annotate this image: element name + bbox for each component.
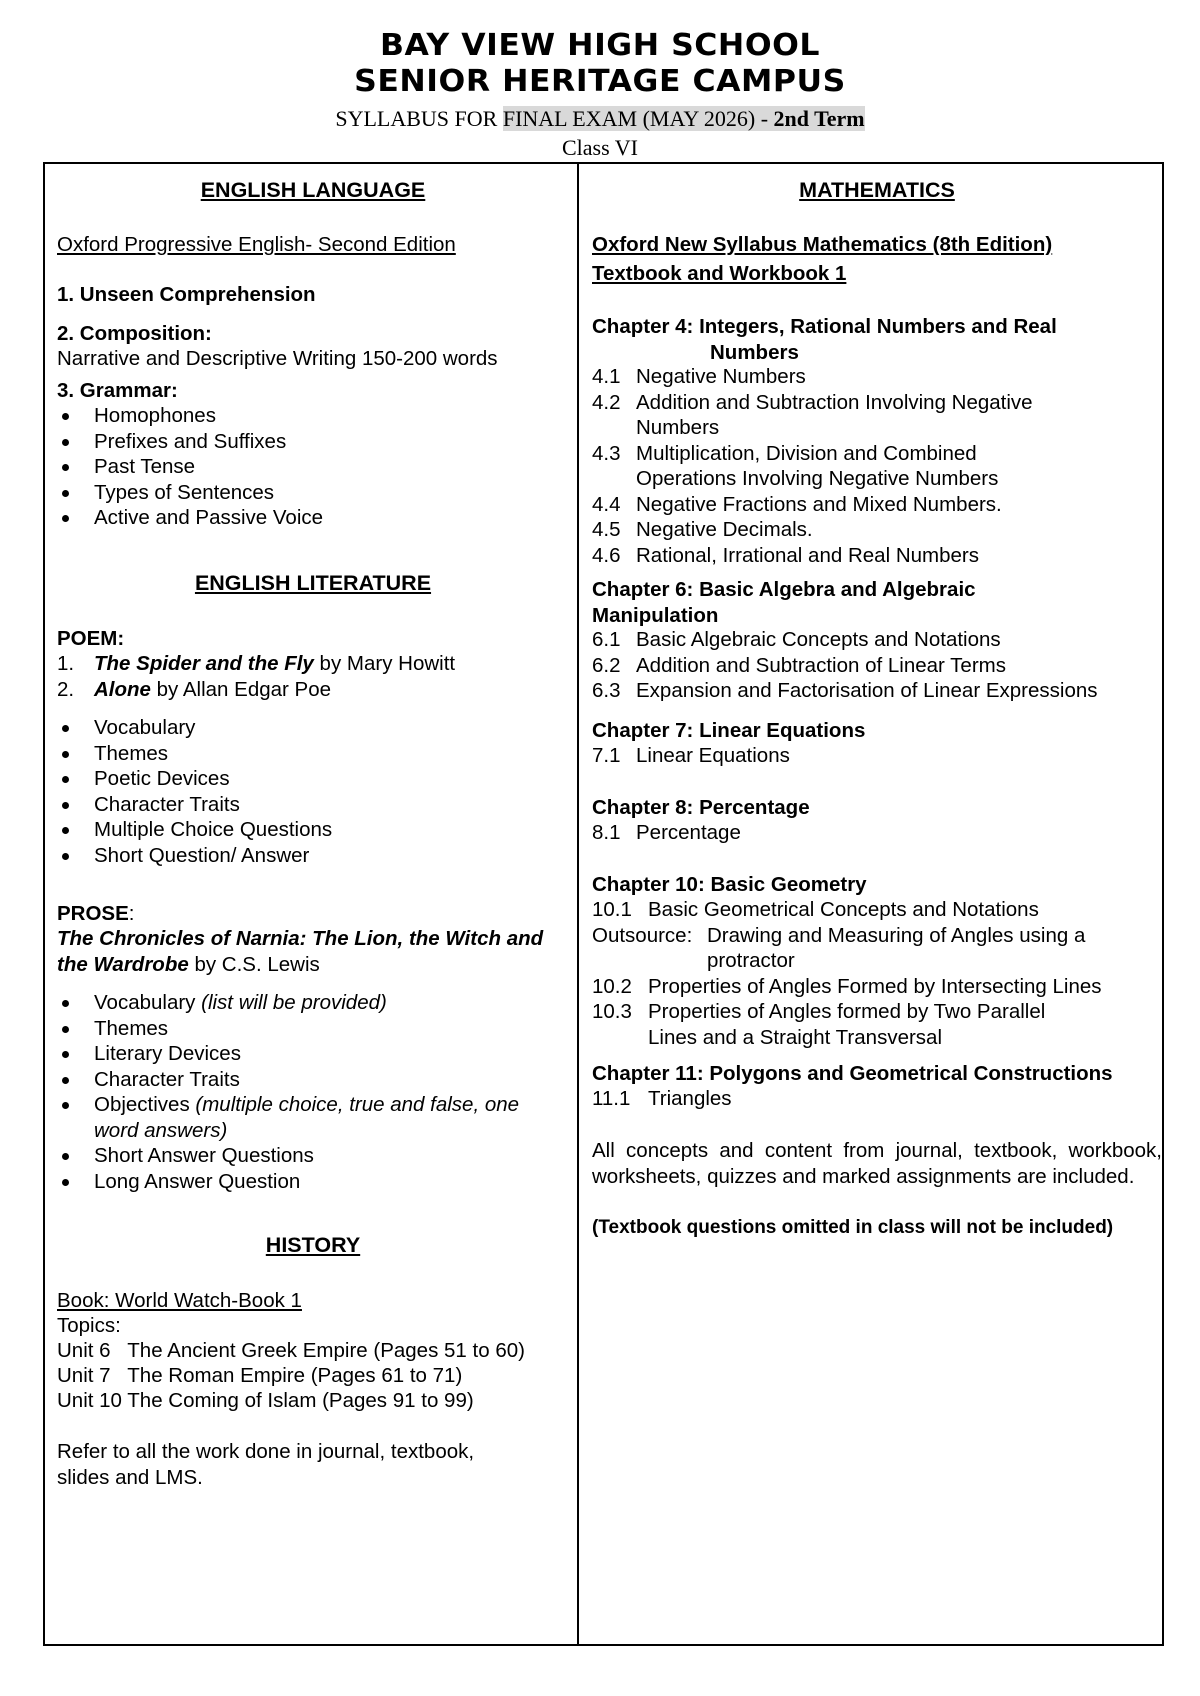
school-name: BAY VIEW HIGH SCHOOL	[379, 28, 821, 63]
poem-label: POEM:	[57, 627, 125, 650]
list-item: 6.3 Expansion and Factorisation of Linear Expressions	[592, 679, 1098, 702]
list-item: Poetic Devices	[57, 766, 569, 792]
chapter-8-topics	[592, 820, 1162, 846]
prose-title: The Chronicles of Narnia: The Lion, the Witch and the Wardrobe	[57, 927, 544, 976]
chapter-7-title: Chapter 7: Linear Equations	[592, 719, 866, 742]
list-item: 2. Alone by Allan Edgar Poe	[57, 677, 332, 701]
poem-title: Alone	[94, 677, 151, 701]
chapter-10-topics	[592, 897, 1162, 1050]
list-item: Vocabulary (list will be provided)	[57, 990, 569, 1016]
list-item: 6.1 Basic Algebraic Concepts and Notations	[592, 628, 1001, 651]
history-unit: Unit 6 The Ancient Greek Empire (Pages 51 to 60)	[57, 1339, 525, 1362]
syllabus-prefix: SYLLABUS FOR	[335, 106, 503, 131]
list-item: 10.2 Properties of Angles Formed by Intersecting Lines	[592, 974, 1102, 998]
syllabus-table	[43, 162, 1164, 1646]
class-label: Class VI	[562, 135, 638, 160]
list-item: 7.1 Linear Equations	[592, 744, 790, 767]
list-item: 4.4 Negative Fractions and Mixed Numbers.	[592, 492, 1002, 516]
english-item-comprehension: 1. Unseen Comprehension	[57, 283, 316, 306]
list-item: Homophones	[57, 403, 569, 429]
list-item: Character Traits	[57, 792, 569, 818]
list-item: Character Traits	[57, 1067, 569, 1093]
prose-label: PROSE:	[57, 902, 135, 925]
list-item: Past Tense	[57, 454, 569, 480]
math-omit-note: (Textbook questions omitted in class will not be included)	[592, 1217, 1114, 1238]
chapter-4-topics	[592, 364, 1162, 568]
math-book-line1: Oxford New Syllabus Mathematics (8th Edition)	[592, 233, 1053, 256]
english-item-composition: 2. Composition:	[57, 322, 212, 345]
list-item: 4.5 Negative Decimals.	[592, 518, 813, 541]
english-item-grammar: 3. Grammar:	[57, 379, 178, 402]
document-header	[0, 28, 1200, 162]
left-column	[57, 164, 569, 1644]
list-item: 8.1 Percentage	[592, 821, 741, 844]
chapter-8-title: Chapter 8: Percentage	[592, 796, 810, 819]
poem-list	[57, 651, 569, 702]
chapter-6-topics	[592, 627, 1162, 704]
prose-book: The Chronicles of Narnia: The Lion, the Witch and the Wardrobe by C.S. Lewis	[57, 927, 544, 976]
math-book-line2: Textbook and Workbook 1	[592, 262, 847, 285]
list-item: Prefixes and Suffixes	[57, 429, 569, 455]
list-item: 10.3 Properties of Angles formed by Two Parallel Lines and a Straight Transversal	[592, 1000, 1046, 1049]
prose-topics-list	[57, 990, 569, 1194]
list-item: Themes	[57, 1016, 569, 1042]
column-divider	[577, 164, 579, 1644]
english-literature-heading: ENGLISH LITERATURE	[194, 571, 432, 595]
list-item: Vocabulary	[57, 715, 569, 741]
list-item: 4.6 Rational, Irrational and Real Numbers	[592, 543, 979, 567]
list-item: 11.1 Triangles	[592, 1087, 732, 1110]
history-note: Refer to all the work done in journal, textbook, slides and LMS.	[57, 1440, 475, 1489]
history-unit: Unit 10 The Coming of Islam (Pages 91 to 99)	[57, 1389, 474, 1412]
outsource-item: Outsource: Drawing and Measuring of Angles using a protractor	[592, 923, 1086, 972]
list-item: Literary Devices	[57, 1041, 569, 1067]
list-item: 1. The Spider and the Fly by Mary Howitt	[57, 652, 456, 675]
campus-name: SENIOR HERITAGE CAMPUS	[354, 64, 846, 99]
list-item: 10.1 Basic Geometrical Concepts and Notations	[592, 898, 1039, 921]
chapter-10-title: Chapter 10: Basic Geometry	[592, 873, 867, 896]
list-item: Short Question/ Answer	[57, 843, 569, 869]
exam-highlight: FINAL EXAM (MAY 2026) - 2nd Term	[502, 106, 865, 131]
math-note: All concepts and content from journal, textbook, workbook, worksheets, quizzes and marked assignments are included.	[592, 1139, 1162, 1188]
chapter-11-topics	[592, 1086, 1162, 1112]
english-book: Oxford Progressive English- Second Edition	[57, 233, 456, 256]
list-item: Short Answer Questions	[57, 1143, 569, 1169]
term-label: 2nd Term	[773, 106, 865, 131]
list-item: Active and Passive Voice	[57, 505, 569, 531]
list-item: Types of Sentences	[57, 480, 569, 506]
chapter-6-title: Chapter 6: Basic Algebra and Algebraic Manipulation	[592, 578, 976, 627]
history-topics-label: Topics:	[57, 1314, 121, 1337]
poem-topics-list	[57, 715, 569, 868]
composition-detail: Narrative and Descriptive Writing 150-200 words	[57, 347, 498, 370]
syllabus-title	[0, 104, 1200, 134]
english-language-heading: ENGLISH LANGUAGE	[200, 178, 426, 202]
list-item: Multiple Choice Questions	[57, 817, 569, 843]
mathematics-heading: MATHEMATICS	[799, 178, 955, 202]
poem-title: The Spider and the Fly	[94, 652, 314, 675]
right-column	[592, 164, 1162, 1644]
history-unit: Unit 7 The Roman Empire (Pages 61 to 71)	[57, 1364, 463, 1387]
history-heading: HISTORY	[265, 1233, 361, 1257]
chapter-7-topics	[592, 743, 1162, 769]
history-book: Book: World Watch-Book 1	[57, 1289, 302, 1312]
grammar-list	[57, 403, 569, 531]
chapter-11-title: Chapter 11: Polygons and Geometrical Constructions	[592, 1062, 1113, 1085]
list-item: 4.2 Addition and Subtraction Involving Negative Numbers	[592, 390, 1033, 439]
list-item: Themes	[57, 741, 569, 767]
list-item: Long Answer Question	[57, 1169, 569, 1195]
list-item: 6.2 Addition and Subtraction of Linear Terms	[592, 653, 1006, 677]
list-item: 4.3 Multiplication, Division and Combined Operations Involving Negative Numbers	[592, 441, 999, 490]
chapter-4-title: Chapter 4: Integers, Rational Numbers and Real Numbers	[592, 315, 1057, 364]
list-item: 4.1 Negative Numbers	[592, 365, 806, 388]
list-item: Objectives (multiple choice, true and false, one word answers)	[57, 1092, 569, 1143]
